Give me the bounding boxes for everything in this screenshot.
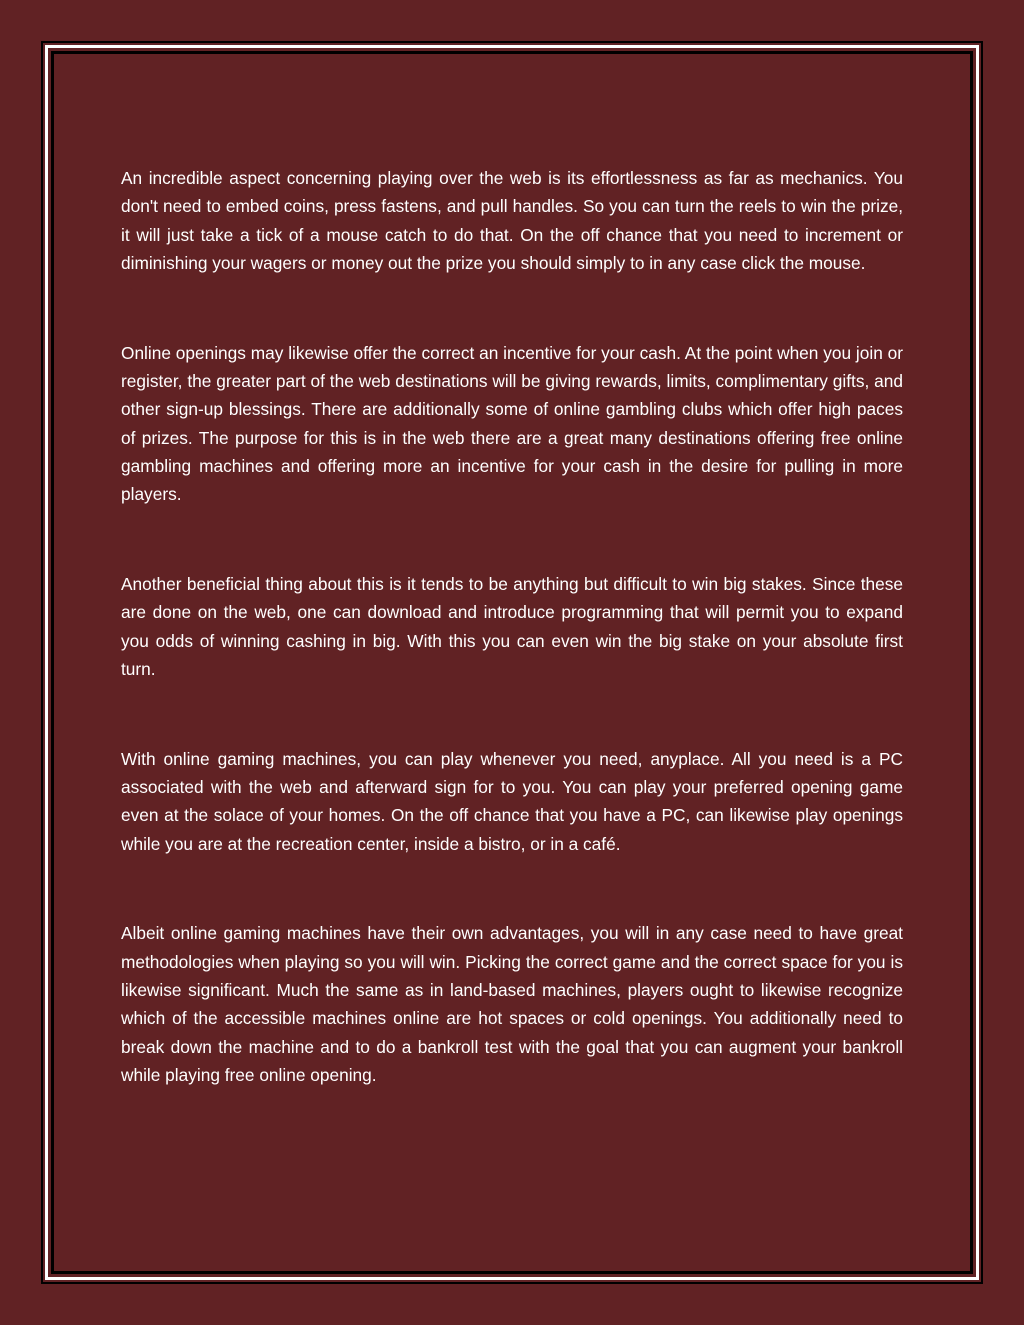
document-body [121, 164, 903, 1089]
paragraph-5: Albeit online gaming machines have their own advantages, you will in any case need to have great methodologies when playing so you will win. Picking the correct game and the correct space for you is likewise significant. Much the same as in land-based machines, players ought to likewise recognize which of the accessible machines online are hot spaces or cold openings. You additionally need to break down the machine and to do a bankroll test with the goal that you can augment your bankroll while playing free online opening. [121, 923, 903, 1085]
paragraph-2: Online openings may likewise offer the correct an incentive for your cash. At the point when you join or register, the greater part of the web destinations will be giving rewards, limits, complimentary gifts, and other sign-up blessings. There are additionally some of online gambling clubs which offer high paces of prizes. The purpose for this is in the web there are a great many destinations offering free online gambling machines and offering more an incentive for your cash in the desire for pulling in more players. [121, 342, 903, 505]
paragraph-1: An incredible aspect concerning playing over the web is its effortlessness as far as mechanics. You don't need to embed coins, press fastens, and pull handles. So you can turn the reels to win the prize, it will just take a tick of a mouse catch to do that. On the off chance that you need to increment or diminishing your wagers or money out the prize you should simply to in any case click the mouse. [121, 168, 903, 273]
paragraph-3: Another beneficial thing about this is it tends to be anything but difficult to win big stakes. Since these are done on the web, one can download and introduce programming that will permit you to expand you odds of winning cashing in big. With this you can even win the big stake on your absolute first turn. [121, 573, 903, 679]
paragraph-4: With online gaming machines, you can play whenever you need, anyplace. All you need is a PC associated with the web and afterward sign for to you. You can play your preferred opening game even at the solace of your homes. On the off chance that you have a PC, can likewise play openings while you are at the recreation center, inside a bistro, or in a café. [121, 748, 903, 854]
